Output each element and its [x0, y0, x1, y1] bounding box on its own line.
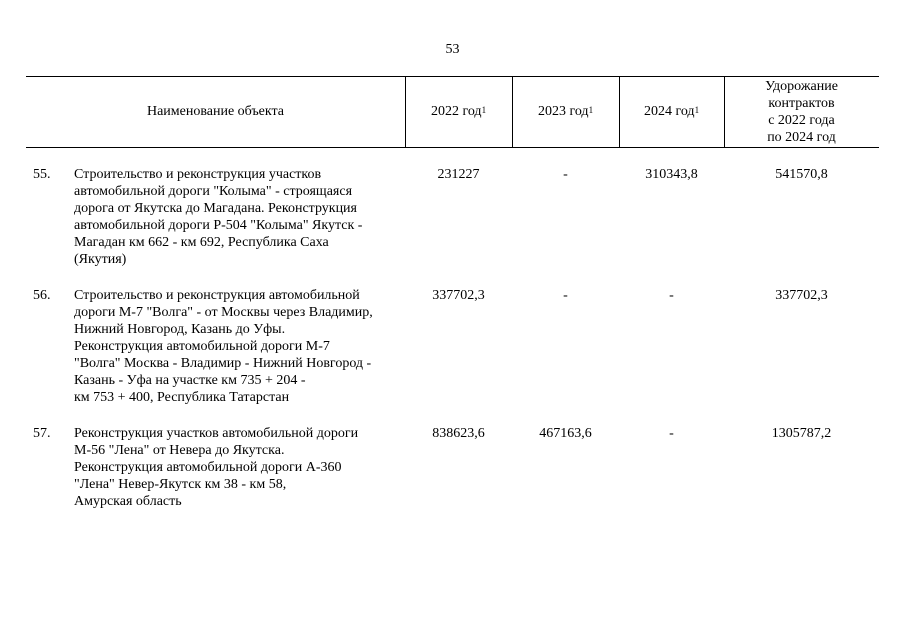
header-2024-label: 2024 год [643, 104, 695, 119]
row-value-2024: 310343,8 [645, 167, 698, 182]
row-object-name: Строительство и реконструкция участков автомобильной дороги "Колыма" - строящаяся дорога от Якутска до Магадана. Реконструкция автомобильной дороги Р-504 "Колыма" Якутск - Магадан км 662 - км 692, Республика Саха (Якутия) [74, 167, 363, 267]
row-value-increase: 541570,8 [775, 167, 828, 182]
header-2024: 2024 год $^1$ [643, 104, 700, 119]
header-bottom-rule [26, 147, 879, 148]
row-number: 57. [33, 426, 51, 441]
row-value-2024: - [669, 426, 674, 441]
row-object-name: Строительство и реконструкция автомобильной дороги М-7 "Волга" - от Москвы через Владимир, Нижний Новгород, Казань до Уфы. Реконструкция автомобильной дороги М-7 "Волга" Москва - Владимир - Нижний Новгород - Казань - Уфа на участке км 735 + 204 - км 753 + 400, Республика Татарстан [74, 288, 373, 405]
row-value-2023: - [563, 167, 568, 182]
row-value-2024: - [669, 288, 674, 303]
header-2023-label: 2023 год [537, 104, 589, 119]
row-value-2023: 467163,6 [539, 426, 592, 441]
row-number: 56. [33, 288, 51, 303]
page-number: 53 [445, 42, 460, 57]
header-increase: Удорожание контрактов с 2022 года по 2024 год [765, 78, 838, 145]
header-name-label: Наименование объекта [146, 104, 285, 119]
row-value-increase: 1305787,2 [771, 426, 832, 441]
header-2023: 2023 год $^1$ [537, 104, 594, 119]
row-value-2023: - [563, 288, 568, 303]
row-object-name: Реконструкция участков автомобильной дороги М-56 "Лена" от Невера до Якутска. Реконструкция автомобильной дороги А-360 "Лена" Невер-Якутск км 38 - км 58, Амурская область [74, 426, 359, 509]
row-value-2022: 231227 [437, 167, 480, 182]
row-number: 55. [33, 167, 51, 182]
row-value-2022: 337702,3 [432, 288, 485, 303]
header-2022: 2022 год $^1$ [430, 104, 487, 119]
header-2022-label: 2022 год [430, 104, 482, 119]
row-value-2022: 838623,6 [432, 426, 485, 441]
row-value-increase: 337702,3 [775, 288, 828, 303]
header-name [26, 76, 405, 147]
